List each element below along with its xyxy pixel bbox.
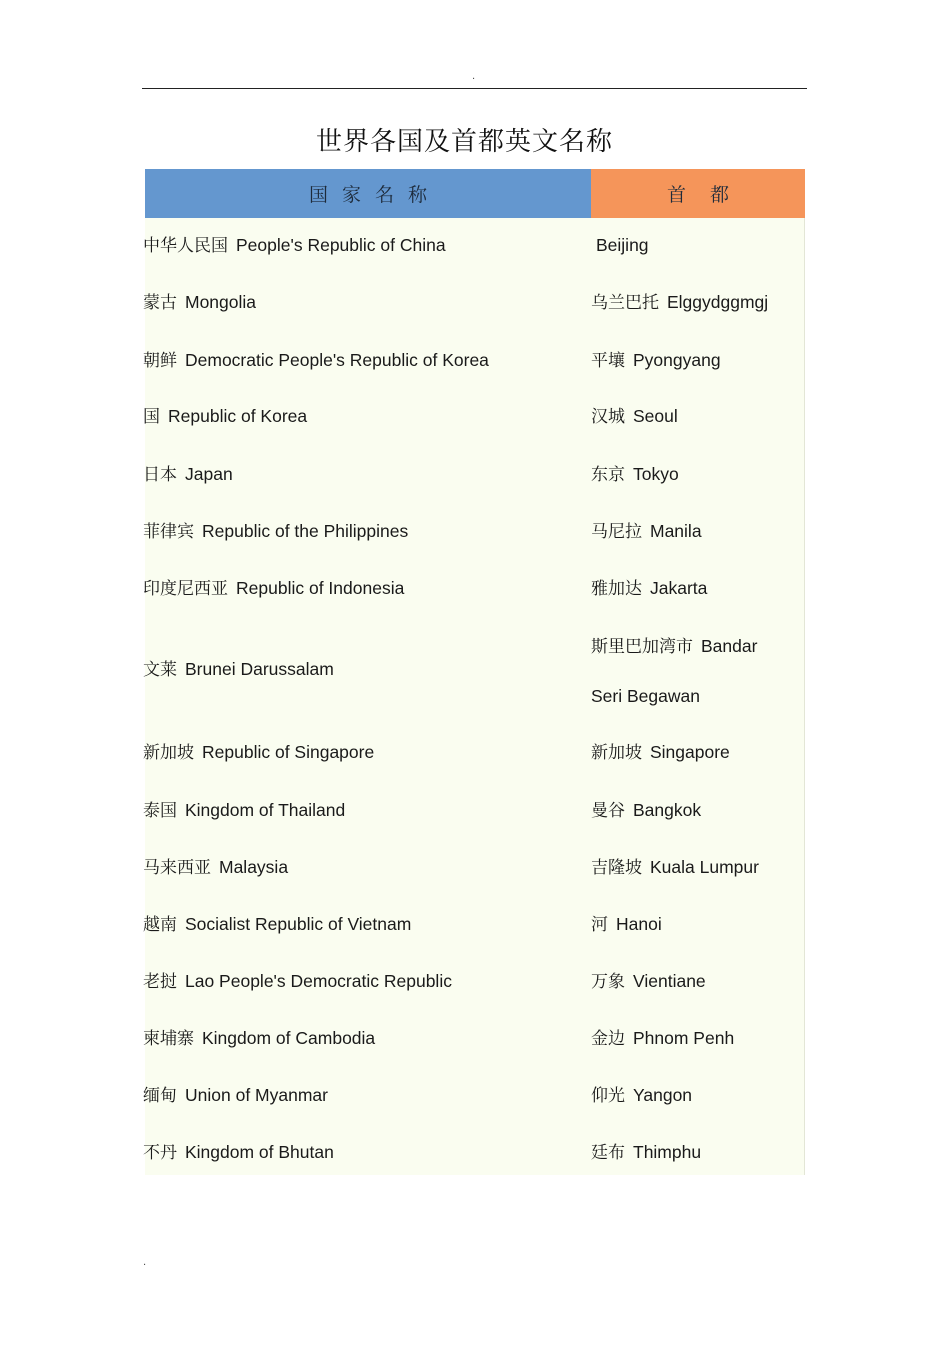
country-name-en: Malaysia xyxy=(219,857,289,877)
country-name-en: Kingdom of Bhutan xyxy=(185,1142,334,1162)
capital-name-cn: 马尼拉 xyxy=(591,522,642,542)
header-mark: . xyxy=(472,71,476,82)
capital-name-en: Yangon xyxy=(633,1085,693,1105)
country-cell xyxy=(143,970,583,993)
header-rule xyxy=(142,88,807,89)
country-name-en: Republic of Korea xyxy=(168,406,308,426)
page-title: 世界各国及首都英文名称 xyxy=(315,127,613,157)
capital-name-en: Elggydggmgj xyxy=(667,292,769,312)
capital-cell xyxy=(591,405,796,428)
capital-name-en: Manila xyxy=(650,521,702,541)
country-name-en: Republic of Indonesia xyxy=(236,578,405,598)
country-name-en: Socialist Republic of Vietnam xyxy=(185,914,412,934)
capital-cell xyxy=(591,856,796,879)
country-name-cn: 日本 xyxy=(143,465,177,485)
capital-name-cn: 汉城 xyxy=(591,407,625,427)
country-cell xyxy=(143,1084,583,1107)
country-name-cn: 新加坡 xyxy=(143,743,194,763)
capital-cell xyxy=(591,291,796,314)
capital-name-en: Thimphu xyxy=(633,1142,702,1162)
country-name-cn: 泰国 xyxy=(143,801,177,821)
country-cell xyxy=(143,463,583,486)
capital-name-en: Bangkok xyxy=(633,800,702,820)
country-name-en: Brunei Darussalam xyxy=(185,659,334,679)
capital-name-cn: 雅加达 xyxy=(591,579,642,599)
capital-name-cn: 廷布 xyxy=(591,1143,625,1163)
capital-cell xyxy=(591,685,796,708)
capital-cell xyxy=(591,349,796,372)
capital-name-en: Hanoi xyxy=(616,914,662,934)
country-name-cn: 缅甸 xyxy=(143,1086,177,1106)
capital-cell xyxy=(591,463,796,486)
country-cell xyxy=(143,913,583,936)
capital-name-en: Singapore xyxy=(650,742,730,762)
country-table-body xyxy=(145,218,805,1175)
capital-cell xyxy=(591,635,796,658)
country-name-en: Republic of the Philippines xyxy=(202,521,409,541)
country-name-en: Republic of Singapore xyxy=(202,742,375,762)
capital-cell xyxy=(591,799,796,822)
country-name-cn: 菲律宾 xyxy=(143,522,194,542)
country-name-cn: 朝鲜 xyxy=(143,351,177,371)
capital-name-en: Kuala Lumpur xyxy=(650,857,759,877)
country-cell xyxy=(143,856,583,879)
column-header-country: 国家名称 xyxy=(145,169,591,218)
capital-name-cn: 曼谷 xyxy=(591,801,625,821)
capital-name-cn: 斯里巴加湾市 xyxy=(591,637,693,657)
country-name-cn: 中华人民国 xyxy=(143,236,228,256)
capital-cell xyxy=(591,577,796,600)
country-name-cn: 国 xyxy=(143,407,160,427)
country-cell xyxy=(143,405,583,428)
country-name-cn: 马来西亚 xyxy=(143,858,211,878)
country-cell xyxy=(143,291,583,314)
country-name-en: Japan xyxy=(185,464,233,484)
capital-name-en-continued: Seri Begawan xyxy=(591,686,700,706)
capital-name-en: Phnom Penh xyxy=(633,1028,735,1048)
capital-cell xyxy=(596,234,801,257)
capital-name-cn: 新加坡 xyxy=(591,743,642,763)
country-name-cn: 文莱 xyxy=(143,660,177,680)
capital-name-en: Beijing xyxy=(596,235,649,255)
capital-name-en: Pyongyang xyxy=(633,350,721,370)
capital-name-en: Seoul xyxy=(633,406,678,426)
country-cell xyxy=(143,741,583,764)
country-name-en: Union of Myanmar xyxy=(185,1085,328,1105)
country-name-cn: 印度尼西亚 xyxy=(143,579,228,599)
country-name-en: Kingdom of Thailand xyxy=(185,800,346,820)
country-cell xyxy=(143,234,583,257)
country-name-en: Democratic People's Republic of Korea xyxy=(185,350,489,370)
footer-mark: . xyxy=(143,1257,147,1268)
column-header-capital: 首都 xyxy=(591,169,805,218)
country-cell xyxy=(143,1027,583,1050)
capital-name-cn: 东京 xyxy=(591,465,625,485)
capital-name-en: Vientiane xyxy=(633,971,706,991)
country-cell xyxy=(143,520,583,543)
capital-cell xyxy=(591,970,796,993)
country-name-cn: 越南 xyxy=(143,915,177,935)
capital-name-cn: 吉隆坡 xyxy=(591,858,642,878)
country-cell xyxy=(143,349,583,372)
country-name-cn: 不丹 xyxy=(143,1143,177,1163)
capital-name-cn: 金边 xyxy=(591,1029,625,1049)
capital-cell xyxy=(591,1084,796,1107)
capital-name-en: Jakarta xyxy=(650,578,708,598)
capital-name-cn: 河 xyxy=(591,915,608,935)
capital-name-en: Tokyo xyxy=(633,464,679,484)
capital-name-cn: 万象 xyxy=(591,972,625,992)
country-cell xyxy=(143,658,583,681)
capital-name-cn: 乌兰巴托 xyxy=(591,293,659,313)
country-cell xyxy=(143,1141,583,1164)
capital-cell xyxy=(591,1027,796,1050)
country-name-cn: 老挝 xyxy=(143,972,177,992)
capital-name-cn: 平壤 xyxy=(591,351,625,371)
capital-cell xyxy=(591,741,796,764)
capital-cell xyxy=(591,1141,796,1164)
capital-name-cn: 仰光 xyxy=(591,1086,625,1106)
capital-cell xyxy=(591,520,796,543)
country-name-en: Kingdom of Cambodia xyxy=(202,1028,376,1048)
country-cell xyxy=(143,799,583,822)
country-name-cn: 蒙古 xyxy=(143,293,177,313)
capital-cell xyxy=(591,913,796,936)
country-name-cn: 柬埔寨 xyxy=(143,1029,194,1049)
country-cell xyxy=(143,577,583,600)
country-name-en: Mongolia xyxy=(185,292,257,312)
country-name-en: People's Republic of China xyxy=(236,235,446,255)
capital-name-en: Bandar xyxy=(701,636,758,656)
country-name-en: Lao People's Democratic Republic xyxy=(185,971,452,991)
